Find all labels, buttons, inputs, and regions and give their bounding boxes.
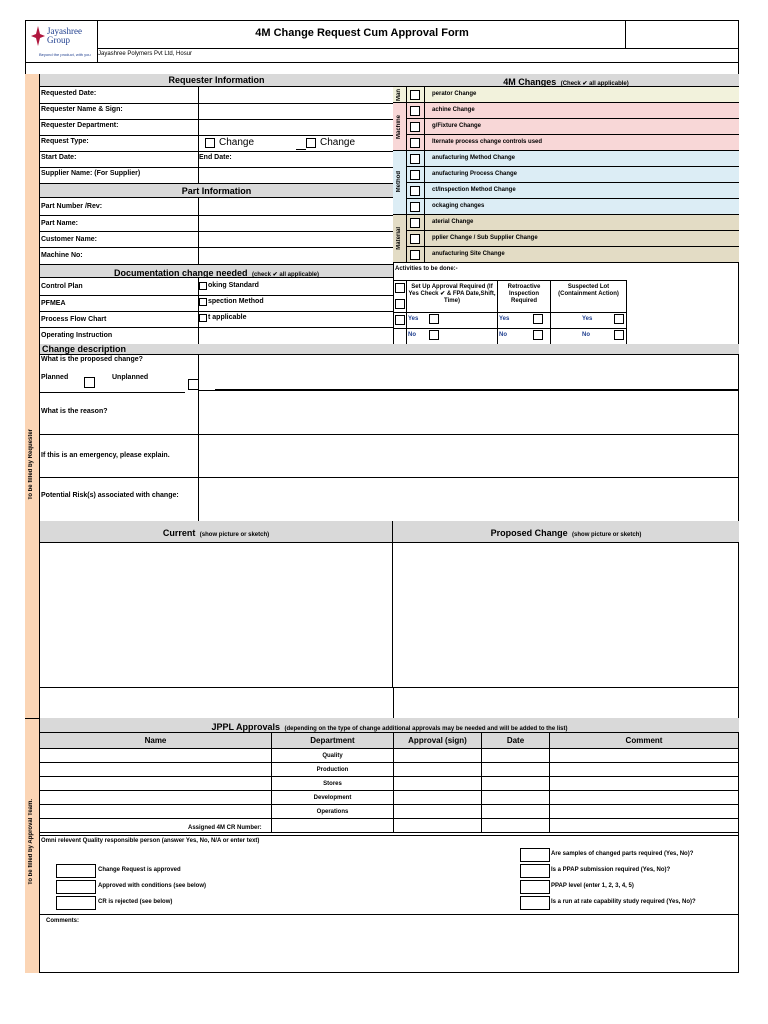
change-4m-group-label: Method <box>396 171 402 193</box>
setup-yes-checkbox[interactable] <box>429 314 439 324</box>
retro-yes-checkbox[interactable] <box>533 314 543 324</box>
change-4m-label: anufacturing Site Change <box>432 251 505 257</box>
requester-field-label: Request Type: <box>41 138 89 145</box>
doc-change-heading: Documentation change needed <box>113 268 248 278</box>
part-field-label: Machine No: <box>41 252 83 259</box>
approvals-cell: Development <box>272 791 394 805</box>
approvals-cell[interactable] <box>394 791 482 805</box>
lot-yes-checkbox[interactable] <box>614 314 624 324</box>
q-risks: Potential Risk(s) associated with change: <box>41 492 179 499</box>
approvals-cell <box>272 819 394 833</box>
approvals-cell[interactable] <box>394 819 482 833</box>
approvals-cell[interactable] <box>550 749 739 763</box>
part-field-label: Part Name: <box>41 220 78 227</box>
part-field-input[interactable] <box>199 198 393 214</box>
q-reason: What is the reason? <box>41 408 108 415</box>
approvals-cell[interactable] <box>550 819 739 833</box>
quality-question-label: Is a PPAP submission required (Yes, No)? <box>551 867 671 873</box>
approvals-cell[interactable] <box>550 763 739 777</box>
logo <box>27 22 97 60</box>
quality-answer-box[interactable] <box>520 864 550 878</box>
request-type-checkbox-a[interactable] <box>205 138 215 148</box>
part-field-input[interactable] <box>199 215 393 231</box>
company-name: Jayashree Polymers Pvt Ltd, Hosur <box>98 51 193 57</box>
approvals-cell[interactable] <box>550 777 739 791</box>
side-label-approval: To be filled by Approval Team. <box>28 799 34 885</box>
approvals-cell[interactable] <box>40 749 272 763</box>
change-4m-label: anufacturing Method Change <box>432 155 515 161</box>
changes-4m-heading: 4M Changes <box>503 77 557 87</box>
change-4m-checkbox[interactable] <box>410 154 420 164</box>
change-4m-checkbox[interactable] <box>410 218 420 228</box>
requester-field-input[interactable] <box>199 103 393 119</box>
approvals-cell: Stores <box>272 777 394 791</box>
setup-no-checkbox[interactable] <box>429 330 439 340</box>
part-field-label: Customer Name: <box>41 236 98 243</box>
change-4m-checkbox[interactable] <box>410 90 420 100</box>
setup-no-label: No <box>408 332 416 338</box>
end-date-label: End Date: <box>199 154 232 161</box>
proposed-header <box>393 521 739 543</box>
requester-field-label: Requester Department: <box>41 122 119 129</box>
change-4m-group-label: Man <box>396 89 402 101</box>
change-4m-label: perator Change <box>432 91 477 97</box>
current-sketch-area[interactable] <box>40 543 393 687</box>
change-4m-checkbox[interactable] <box>410 138 420 148</box>
planned-checkbox[interactable] <box>84 377 95 388</box>
retro-no-checkbox[interactable] <box>533 330 543 340</box>
approvals-column-header: Comment <box>550 733 739 749</box>
approvals-cell: Operations <box>272 805 394 819</box>
change-4m-label: pplier Change / Sub Supplier Change <box>432 235 538 241</box>
doc-change-note: (check ✔ all applicable) <box>251 272 320 278</box>
doc-item-label: Control Plan <box>41 283 83 290</box>
approvals-cell: Production <box>272 763 394 777</box>
proposed-title: Proposed Change <box>490 528 568 538</box>
change-4m-checkbox[interactable] <box>410 170 420 180</box>
approval-decision-label: Approved with conditions (see below) <box>98 883 207 889</box>
omni-note: Omni relevent Quality responsible person (answer Yes, No, N/A or enter text) <box>41 838 260 844</box>
activity-check-1[interactable] <box>395 283 405 293</box>
setup-yes-label: Yes <box>408 316 419 322</box>
change-4m-label: g/Fixture Change <box>432 123 482 129</box>
comments-area[interactable] <box>40 926 739 972</box>
doc-right-checkbox[interactable] <box>199 314 207 322</box>
approvals-cell[interactable] <box>40 791 272 805</box>
approvals-cell[interactable] <box>394 805 482 819</box>
approval-decision-label: CR is rejected (see below) <box>98 899 173 905</box>
proposed-change-input[interactable] <box>215 356 739 390</box>
change-4m-checkbox[interactable] <box>410 250 420 260</box>
requester-field-label: Supplier Name: (For Supplier) <box>41 170 141 177</box>
activities-col3: Suspected Lot (Containment Action) <box>558 284 619 297</box>
approvals-cell[interactable] <box>550 791 739 805</box>
activities-col2: Retroactive Inspection Required <box>507 284 541 304</box>
change-4m-label: achine Change <box>432 107 475 113</box>
request-type-label-b: Change <box>320 137 356 148</box>
requester-field-input[interactable] <box>199 119 393 135</box>
change-4m-group-label: Material <box>396 227 402 250</box>
logo-tagline: Beyond the product, with you <box>39 52 91 57</box>
activities-title: Activities to be done:- <box>395 266 458 272</box>
lot-no-checkbox[interactable] <box>614 330 624 340</box>
approval-decision-box[interactable] <box>56 880 96 894</box>
quality-question-label: Is a run at rate capability study required (Yes, No)? <box>551 899 696 905</box>
approvals-cell[interactable] <box>482 805 550 819</box>
quality-question-label: PPAP level (enter 1, 2, 3, 4, 5) <box>551 883 634 889</box>
requester-info-title: Requester Information <box>40 74 393 87</box>
changes-4m-title <box>393 74 739 87</box>
change-4m-checkbox[interactable] <box>410 234 420 244</box>
doc-change-title <box>40 264 393 278</box>
approvals-title-bar <box>40 718 739 733</box>
approvals-cell[interactable] <box>482 791 550 805</box>
quality-answer-box[interactable] <box>520 880 550 894</box>
changes-4m-note: (Check ✔ all applicable) <box>560 81 629 87</box>
comments-label: Comments: <box>46 918 80 924</box>
current-title: Current <box>162 528 196 538</box>
page-title: 4M Change Request Cum Approval Form <box>255 27 469 39</box>
quality-answer-box[interactable] <box>520 896 550 910</box>
lot-no-label: No <box>582 332 590 338</box>
part-field-input[interactable] <box>199 247 393 263</box>
doc-right-label: t applicable <box>208 314 247 321</box>
change-4m-group <box>393 103 406 151</box>
part-info-title: Part Information <box>40 183 393 198</box>
retro-no-label: No <box>499 332 507 338</box>
change-4m-label: anufacturing Process Change <box>432 171 518 177</box>
quality-question-label: Are samples of changed parts required (Yes, No)? <box>551 851 694 857</box>
change-4m-group <box>393 215 406 263</box>
unplanned-label: Unplanned <box>112 374 149 381</box>
header-right-box <box>625 20 739 49</box>
change-4m-checkbox[interactable] <box>410 106 420 116</box>
q-proposed-change: What is the proposed change? <box>41 356 143 363</box>
approvals-cell[interactable] <box>394 763 482 777</box>
approvals-cell: Quality <box>272 749 394 763</box>
planned-label: Planned <box>41 374 69 381</box>
doc-right-checkbox[interactable] <box>199 298 207 306</box>
approvals-column-header: Date <box>482 733 550 749</box>
lot-yes-label: Yes <box>582 316 593 322</box>
change-4m-checkbox[interactable] <box>410 122 420 132</box>
side-label-requester: To be filled by Requester <box>28 429 34 500</box>
doc-item-label: Process Flow Chart <box>41 316 107 323</box>
approvals-cell[interactable] <box>482 763 550 777</box>
change-4m-label: aterial Change <box>432 219 474 225</box>
approvals-cell[interactable] <box>394 749 482 763</box>
approvals-column-header: Department <box>272 733 394 749</box>
q-emergency: If this is an emergency, please explain. <box>41 452 170 459</box>
doc-item-label: PFMEA <box>41 300 66 307</box>
requester-field-label: Requested Date: <box>41 90 97 97</box>
change-4m-group-label: Machine <box>396 115 402 140</box>
part-field-label: Part Number /Rev: <box>41 203 103 210</box>
change-4m-checkbox[interactable] <box>410 202 420 212</box>
doc-right-label: oking Standard <box>208 282 259 289</box>
part-field-input[interactable] <box>199 231 393 247</box>
side-bar-approval <box>25 718 40 973</box>
doc-right-label: spection Method <box>208 298 264 305</box>
activities-col1: Set Up Approval Required (If Yes Check ✔ & FPA Date,Shift, Time) <box>408 284 496 304</box>
request-type-label-a: Change <box>219 137 255 148</box>
change-4m-label: ct/Inspection Method Change <box>432 187 516 193</box>
assigned-cr-label: Assigned 4M CR Number: <box>188 825 262 831</box>
approvals-cell[interactable] <box>40 805 272 819</box>
approvals-cell[interactable] <box>482 819 550 833</box>
request-type-checkbox-b[interactable] <box>306 138 316 148</box>
current-note: (show picture or sketch) <box>199 532 270 538</box>
logo-text: Jayashree Group <box>47 26 82 45</box>
approvals-column-header: Name <box>40 733 272 749</box>
approvals-note: (depending on the type of change additional approvals may be needed and will be added to the list) <box>284 726 568 732</box>
approvals-cell[interactable] <box>40 763 272 777</box>
change-4m-label: lternate process change controls used <box>432 139 543 145</box>
approvals-cell[interactable] <box>40 777 272 791</box>
approval-decision-box[interactable] <box>56 896 96 910</box>
change-4m-label: ockaging changes <box>432 203 485 209</box>
change-4m-group <box>393 151 406 215</box>
approval-decision-box[interactable] <box>56 864 96 878</box>
activity-check-2[interactable] <box>395 299 405 309</box>
approvals-cell[interactable] <box>482 777 550 791</box>
change-4m-group <box>393 87 406 103</box>
approvals-cell[interactable] <box>394 777 482 791</box>
doc-item-label: Operating Instruction <box>41 332 113 339</box>
change-desc-title: Change description <box>40 344 739 355</box>
change-4m-checkbox[interactable] <box>410 186 420 196</box>
logo-icon <box>31 26 45 46</box>
side-bar-requester <box>25 74 40 718</box>
current-header <box>40 521 393 543</box>
quality-answer-box[interactable] <box>520 848 550 862</box>
proposed-note: (show picture or sketch) <box>572 532 642 538</box>
approvals-cell[interactable] <box>550 805 739 819</box>
proposed-sketch-area[interactable] <box>393 543 739 687</box>
requester-field-label: Start Date: <box>41 154 77 161</box>
requester-field-label: Requester Name & Sign: <box>41 106 123 113</box>
doc-right-checkbox[interactable] <box>199 282 207 290</box>
activity-check-3[interactable] <box>395 315 405 325</box>
approvals-cell[interactable] <box>482 749 550 763</box>
requester-field-input[interactable] <box>199 87 393 103</box>
approvals-column-header: Approval (sign) <box>394 733 482 749</box>
approval-decision-label: Change Request is approved <box>98 867 181 873</box>
retro-yes-label: Yes <box>499 316 510 322</box>
requester-field-input[interactable] <box>199 167 393 183</box>
approvals-title: JPPL Approvals <box>211 722 281 732</box>
